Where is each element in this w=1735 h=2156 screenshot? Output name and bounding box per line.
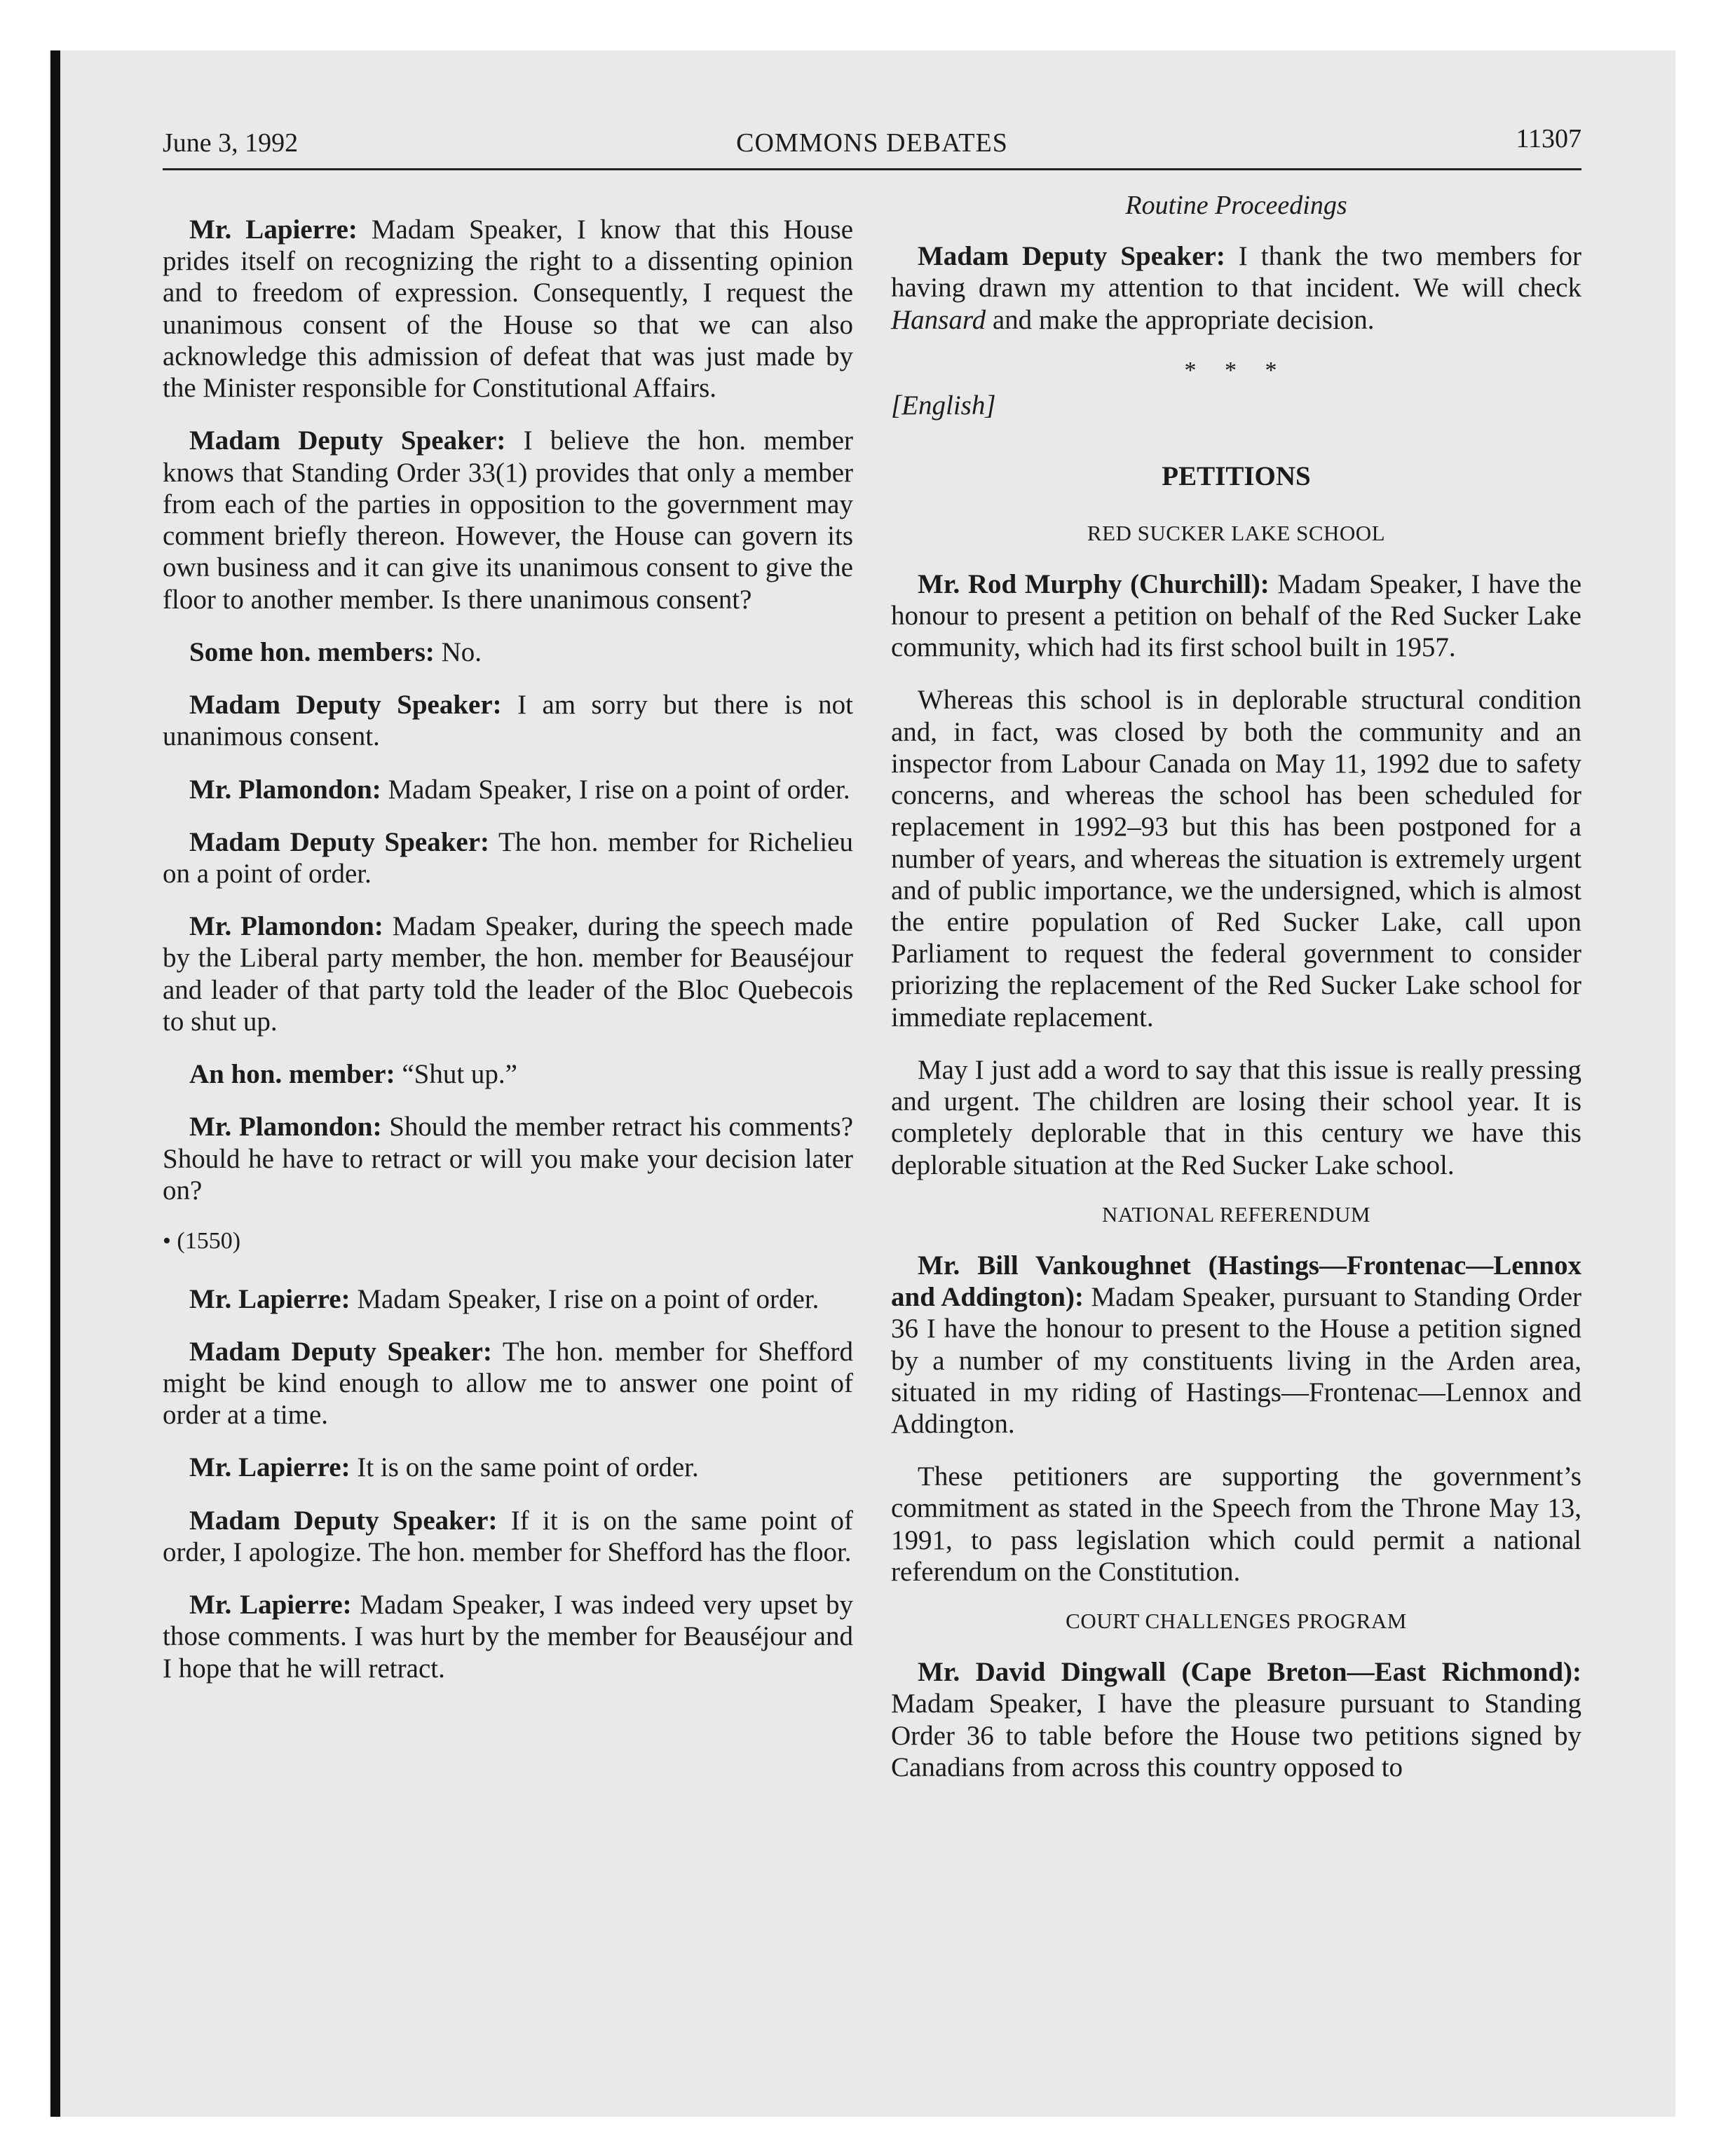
paragraph <box>163 214 853 404</box>
section-separator: * * * <box>1184 357 1288 383</box>
speech-text: Madam Speaker, I rise on a point of order. <box>350 1283 819 1314</box>
speech-text: It is on the same point of order. <box>350 1452 699 1483</box>
speech-text: Should the member retract his comments? Should he have to retract or will you make your decision later on? <box>163 1112 853 1206</box>
paragraph <box>163 774 853 805</box>
speech-text: I believe the hon. member knows that Standing Order 33(1) provides that only a member from each of the parties in opposition to the government may comment briefly thereon. However, the House can govern its own business and it can give its unanimous consent to give the floor to another member. Is there unanimous consent? <box>163 425 853 615</box>
section-label: Routine Proceedings <box>1125 191 1347 220</box>
paragraph: These petitioners are supporting the government’s commitment as stated in the Speech from the Throne May 13, 1991, to pass legislation which could permit a national referendum on the Constitution. <box>891 1461 1581 1587</box>
paragraph <box>163 1283 853 1315</box>
paragraph <box>891 568 1581 664</box>
paragraph <box>163 1505 853 1568</box>
petition-subheading: NATIONAL REFERENDUM <box>1102 1201 1370 1227</box>
speaker-name: Some hon. members: <box>189 636 435 667</box>
header-title: COMMONS DEBATES <box>736 128 1008 158</box>
paragraph <box>891 1656 1581 1783</box>
paragraph <box>891 240 1581 336</box>
speaker-name: Mr. Lapierre: <box>189 214 358 245</box>
speech-text: Madam Speaker, pursuant to Standing Order 36 I have the honour to present to the House a petition signed by a number of my constituents living in the Arden area, situated in my riding of Hastings—Frontenac—Lennox and Addington. <box>891 1282 1581 1439</box>
running-header <box>163 119 1581 170</box>
petitions-heading: PETITIONS <box>1162 461 1311 492</box>
two-column-body <box>163 186 1581 1804</box>
speech-text: I thank the two members for having drawn my attention to that incident. We will check <box>891 241 1581 303</box>
speech-text: If it is on the same point of order, I apologize. The hon. member for Shefford has the floor. <box>163 1505 853 1567</box>
paragraph <box>163 910 853 1037</box>
petition-subheading: RED SUCKER LAKE SCHOOL <box>1087 520 1386 545</box>
speaker-name: Mr. Plamondon: <box>189 1112 382 1142</box>
paragraph <box>163 1589 853 1684</box>
speech-text: The hon. member for Richelieu on a point of order. <box>163 826 853 889</box>
speaker-name: Mr. Lapierre: <box>189 1590 352 1621</box>
speaker-name: An hon. member: <box>189 1059 395 1090</box>
left-column <box>163 186 853 1804</box>
speech-text: Madam Speaker, I was indeed very upset by those comments. I was hurt by the member for Beauséjour and I hope that he will retract. <box>163 1590 853 1684</box>
right-column <box>891 186 1581 1804</box>
paragraph <box>163 1111 853 1206</box>
paragraph <box>163 636 853 668</box>
page-number: 11307 <box>1516 124 1581 153</box>
speaker-name: Mr. Lapierre: <box>189 1452 351 1483</box>
petition-subheading: COURT CHALLENGES PROGRAM <box>1066 1609 1407 1634</box>
speaker-name: Madam Deputy Speaker: <box>918 241 1225 272</box>
paragraph <box>163 826 853 889</box>
header-date: June 3, 1992 <box>163 128 299 158</box>
speech-text: The hon. member for Shefford might be kind enough to allow me to answer one point of order at a time. <box>163 1336 853 1431</box>
italic-term: Hansard <box>891 304 986 335</box>
speaker-name: Mr. Plamondon: <box>189 774 381 805</box>
speech-text: Madam Speaker, I have the honour to present a petition on behalf of the Red Sucker Lake community, which had its first school built in 1957. <box>891 568 1581 663</box>
scan-edge-shadow <box>50 50 60 2117</box>
speaker-name: Mr. Lapierre: <box>189 1283 351 1314</box>
language-tag: [English] <box>891 390 996 421</box>
speech-text: “Shut up.” <box>395 1059 517 1090</box>
speaker-name: Mr. Bill Vankoughnet (Hastings—Frontenac—Lennox and Addington): <box>891 1250 1581 1313</box>
speech-text: I am sorry but there is not unanimous consent. <box>163 690 853 752</box>
speech-text: Madam Speaker, I know that this House prides itself on recognizing the right to a dissenting opinion and to freedom of expression. Consequently, I request the unanimous consent of the House so that we can also acknowledge this admission of defeat that was just made by the Minister responsible for Constitutional Affairs. <box>163 214 854 404</box>
paragraph: May I just add a word to say that this issue is really pressing and urgent. The children are losing their school year. It is completely deplorable that in this century we have this deplorable situation at the Red Sucker Lake school. <box>891 1054 1581 1180</box>
paragraph <box>163 1058 853 1090</box>
speech-text: Madam Speaker, I have the pleasure pursuant to Standing Order 36 to table before the House two petitions signed by Canadians from across this country opposed to <box>891 1688 1581 1782</box>
timestamp-marker: • (1550) <box>163 1228 241 1255</box>
speaker-name: Madam Deputy Speaker: <box>189 1505 498 1536</box>
paragraph: Whereas this school is in deplorable structural condition and, in fact, was closed by both the community and an inspector from Labour Canada on May 11, 1992 due to safety concerns, and whereas the school has been scheduled for replacement in 1992–93 but this has been postponed for a number of years, and whereas the situation is extremely urgent and of public importance, we the undersigned, which is almost the entire population of Red Sucker Lake, call upon Parliament to request the federal government to consider priorizing the replacement of the Red Sucker Lake school for immediate replacement. <box>891 685 1581 1032</box>
speaker-name: Madam Deputy Speaker: <box>189 425 506 456</box>
speaker-name: Madam Deputy Speaker: <box>189 1336 492 1367</box>
speech-text: and make the appropriate decision. <box>986 304 1375 335</box>
speech-text: Madam Speaker, during the speech made by the Liberal party member, the hon. member for Beauséjour and leader of that party told the leader of the Bloc Quebecois to shut up. <box>163 911 853 1037</box>
paragraph <box>163 689 853 752</box>
speaker-name: Mr. Plamondon: <box>189 911 383 942</box>
paragraph <box>163 1336 853 1431</box>
speaker-name: Madam Deputy Speaker: <box>189 690 502 721</box>
hansard-page <box>163 119 1581 1804</box>
paragraph <box>163 1452 853 1483</box>
speech-text: No. <box>434 636 482 667</box>
speaker-name: Mr. David Dingwall (Cape Breton—East Richmond): <box>918 1657 1581 1688</box>
paragraph <box>163 425 853 615</box>
speaker-name: Mr. Rod Murphy (Churchill): <box>918 568 1270 599</box>
speech-text: Madam Speaker, I rise on a point of order. <box>381 774 850 805</box>
speaker-name: Madam Deputy Speaker: <box>189 826 490 857</box>
paragraph <box>891 1250 1581 1440</box>
